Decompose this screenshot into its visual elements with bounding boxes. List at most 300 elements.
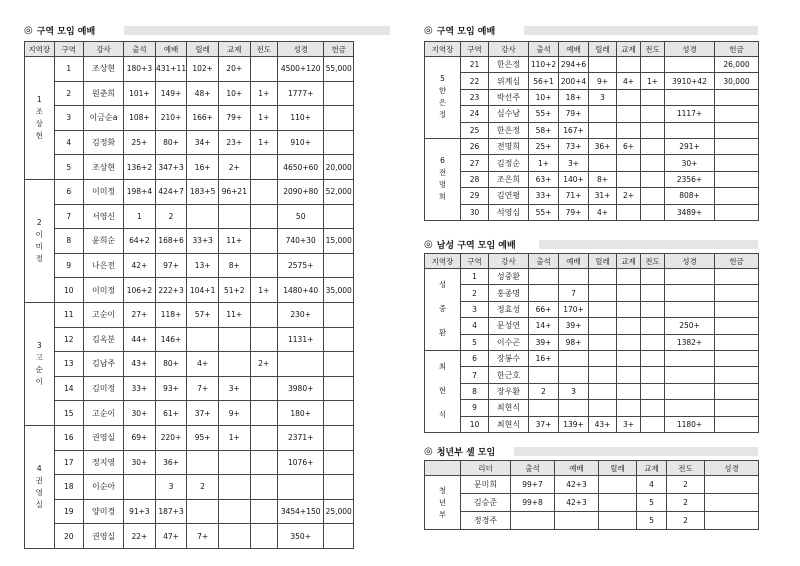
table-cell: 52,000: [324, 179, 354, 204]
column-header: 성경: [665, 254, 715, 269]
table-cell: [324, 253, 354, 278]
table-cell: 25+: [124, 130, 156, 155]
right-district-table: [424, 41, 759, 221]
table-cell: [250, 499, 277, 524]
table-cell: 25+: [529, 138, 559, 154]
table-cell: 39+: [559, 318, 589, 334]
table-cell: 23+: [218, 130, 250, 155]
table-cell: 1+: [250, 130, 277, 155]
table-cell: 36+: [589, 138, 617, 154]
table-cell: 36+: [155, 450, 187, 475]
table-cell: 18: [54, 475, 84, 500]
leader-name-cell: 석영심: [489, 204, 529, 220]
column-header: 출석: [124, 42, 156, 57]
table-cell: 31+: [589, 188, 617, 204]
table-cell: [715, 383, 759, 399]
leader-name-cell: 조상현: [84, 57, 124, 82]
table-cell: [617, 57, 641, 73]
table-cell: 6: [461, 350, 489, 366]
table-row: [425, 476, 759, 494]
table-cell: [250, 475, 277, 500]
table-row: [25, 425, 354, 450]
table-cell: [641, 269, 665, 285]
table-cell: 198+4: [124, 179, 156, 204]
table-cell: [187, 327, 219, 352]
table-row: [25, 57, 354, 82]
table-cell: 4+: [589, 204, 617, 220]
table-cell: 28: [461, 171, 489, 187]
column-header: 예배: [555, 461, 599, 476]
table-cell: [324, 425, 354, 450]
table-row: [25, 302, 354, 327]
table-cell: [641, 383, 665, 399]
table-cell: [559, 350, 589, 366]
table-cell: [529, 367, 559, 383]
table-cell: [589, 383, 617, 399]
table-cell: 99+7: [511, 476, 555, 494]
table-cell: [665, 122, 715, 138]
column-header: 성경: [665, 42, 715, 57]
table-cell: 1076+: [278, 450, 324, 475]
table-cell: 3454+150: [278, 499, 324, 524]
table-cell: [218, 524, 250, 549]
table-cell: 35,000: [324, 278, 354, 303]
table-cell: [559, 269, 589, 285]
table-cell: 7: [461, 367, 489, 383]
table-row: [25, 130, 354, 155]
table-cell: 3: [155, 475, 187, 500]
table-cell: 230+: [278, 302, 324, 327]
table-row: [425, 416, 759, 432]
table-cell: 106+2: [124, 278, 156, 303]
table-cell: [589, 269, 617, 285]
table-cell: [641, 188, 665, 204]
table-cell: 14: [54, 376, 84, 401]
table-cell: 9+: [218, 401, 250, 426]
table-cell: [324, 130, 354, 155]
table-cell: 43+: [124, 352, 156, 377]
table-cell: [324, 302, 354, 327]
table-cell: [641, 334, 665, 350]
table-cell: 61+: [155, 401, 187, 426]
table-cell: 47+: [155, 524, 187, 549]
table-cell: 1+: [529, 155, 559, 171]
table-cell: 146+: [155, 327, 187, 352]
table-cell: 2: [667, 476, 705, 494]
table-cell: 5: [637, 494, 667, 512]
table-row: [425, 400, 759, 416]
table-cell: [250, 401, 277, 426]
table-cell: 424+7: [155, 179, 187, 204]
table-cell: [218, 475, 250, 500]
table-row: [425, 367, 759, 383]
table-cell: [589, 318, 617, 334]
table-cell: 4+: [617, 73, 641, 89]
table-cell: 1+: [250, 278, 277, 303]
table-cell: 66+: [529, 301, 559, 317]
column-header: [425, 461, 461, 476]
table-cell: 10+: [218, 81, 250, 106]
table-cell: 79+: [559, 204, 589, 220]
table-cell: 2: [667, 512, 705, 530]
table-cell: 10: [54, 278, 84, 303]
region-leader-cell: 최 현 식: [425, 350, 461, 432]
table-cell: [324, 106, 354, 131]
table-cell: 55+: [529, 106, 559, 122]
table-cell: 26: [461, 138, 489, 154]
table-cell: 1: [54, 57, 84, 82]
table-cell: [641, 416, 665, 432]
column-header: 구역: [461, 42, 489, 57]
column-header: 출석: [529, 254, 559, 269]
table-cell: 7: [559, 285, 589, 301]
table-cell: 3: [54, 106, 84, 131]
table-cell: [250, 524, 277, 549]
leader-name-cell: 전명희: [489, 138, 529, 154]
table-cell: 12: [54, 327, 84, 352]
leader-name-cell: 이미정: [84, 179, 124, 204]
header-row: [25, 42, 354, 57]
table-cell: 2: [54, 81, 84, 106]
leader-name-cell: 최현식: [489, 400, 529, 416]
table-cell: [324, 524, 354, 549]
right-top-section-title: ◎ 구역 모임 예배: [424, 22, 758, 38]
table-cell: 808+: [665, 188, 715, 204]
table-cell: [324, 376, 354, 401]
table-cell: [589, 57, 617, 73]
table-cell: 210+: [155, 106, 187, 131]
table-cell: 16+: [187, 155, 219, 180]
table-cell: 110+: [278, 106, 324, 131]
table-cell: 4500+120: [278, 57, 324, 82]
leader-name-cell: 최현식: [489, 416, 529, 432]
table-cell: 200+4: [559, 73, 589, 89]
table-cell: 118+: [155, 302, 187, 327]
table-cell: [324, 204, 354, 229]
table-cell: [715, 350, 759, 366]
table-cell: 42+3: [555, 476, 599, 494]
table-cell: [641, 57, 665, 73]
table-cell: 80+: [155, 352, 187, 377]
table-cell: 183+5: [187, 179, 219, 204]
table-cell: 55,000: [324, 57, 354, 82]
table-cell: [187, 499, 219, 524]
column-header: 성경: [705, 461, 759, 476]
table-cell: [665, 367, 715, 383]
leader-name-cell: 김남주: [84, 352, 124, 377]
table-cell: [641, 367, 665, 383]
table-cell: [617, 350, 641, 366]
table-row: [425, 73, 759, 89]
table-cell: [715, 285, 759, 301]
leader-name-cell: 윤희순: [84, 229, 124, 254]
table-cell: 250+: [665, 318, 715, 334]
table-cell: 1+: [250, 81, 277, 106]
table-cell: [617, 400, 641, 416]
table-cell: 910+: [278, 130, 324, 155]
table-cell: [665, 89, 715, 105]
table-row: [425, 204, 759, 220]
leader-name-cell: 이금순a: [84, 106, 124, 131]
table-cell: [589, 400, 617, 416]
table-cell: 2575+: [278, 253, 324, 278]
table-cell: 16+: [529, 350, 559, 366]
leader-name-cell: 권영실: [84, 425, 124, 450]
table-cell: 1: [124, 204, 156, 229]
column-header: 교제: [617, 254, 641, 269]
column-header: 예배: [559, 254, 589, 269]
table-cell: 33+: [529, 188, 559, 204]
table-cell: 2: [187, 475, 219, 500]
table-row: [25, 253, 354, 278]
table-cell: [250, 253, 277, 278]
circle-bullet-icon: ◎: [24, 24, 33, 36]
table-cell: 187+3: [155, 499, 187, 524]
table-cell: [250, 179, 277, 204]
table-cell: 10: [461, 416, 489, 432]
table-cell: 11+: [218, 302, 250, 327]
table-cell: [218, 450, 250, 475]
table-row: [425, 155, 759, 171]
table-cell: [641, 106, 665, 122]
table-row: [25, 475, 354, 500]
table-cell: [715, 318, 759, 334]
title-bar: [524, 26, 758, 35]
table-cell: [617, 318, 641, 334]
column-header: 리더: [461, 461, 511, 476]
table-cell: 69+: [124, 425, 156, 450]
table-cell: [599, 476, 637, 494]
table-cell: 33+: [124, 376, 156, 401]
table-cell: 291+: [665, 138, 715, 154]
column-header: 구역: [54, 42, 84, 57]
table-cell: [324, 450, 354, 475]
table-cell: 10+: [529, 89, 559, 105]
table-cell: 42+: [124, 253, 156, 278]
table-cell: [589, 301, 617, 317]
table-cell: [715, 155, 759, 171]
table-cell: [250, 57, 277, 82]
table-row: [425, 383, 759, 399]
column-header: 교제: [218, 42, 250, 57]
leader-name-cell: 김정화: [84, 130, 124, 155]
column-header: 헌금: [715, 254, 759, 269]
table-cell: [218, 204, 250, 229]
table-cell: [715, 188, 759, 204]
table-cell: 5: [54, 155, 84, 180]
table-cell: [250, 327, 277, 352]
column-header: 예배: [559, 42, 589, 57]
table-cell: 2356+: [665, 171, 715, 187]
table-cell: 1382+: [665, 334, 715, 350]
table-cell: 37+: [187, 401, 219, 426]
table-cell: 64+2: [124, 229, 156, 254]
table-cell: 22: [461, 73, 489, 89]
table-cell: 93+: [155, 376, 187, 401]
table-cell: 29: [461, 188, 489, 204]
table-cell: [218, 499, 250, 524]
table-cell: [617, 89, 641, 105]
left-section-title: ◎ 구역 모임 예배: [24, 22, 390, 38]
table-cell: [324, 352, 354, 377]
column-header: 전도: [641, 42, 665, 57]
circle-bullet-icon: ◎: [424, 238, 433, 250]
table-cell: [250, 425, 277, 450]
table-row: [425, 512, 759, 530]
table-cell: 57+: [187, 302, 219, 327]
table-cell: 26,000: [715, 57, 759, 73]
leader-name-cell: 김연평: [489, 188, 529, 204]
table-cell: [324, 327, 354, 352]
column-header: 지역장: [425, 254, 461, 269]
table-cell: [715, 367, 759, 383]
table-row: [425, 269, 759, 285]
column-header: 예배: [155, 42, 187, 57]
table-cell: 30: [461, 204, 489, 220]
table-cell: [617, 367, 641, 383]
table-cell: 168+6: [155, 229, 187, 254]
table-row: [425, 188, 759, 204]
table-cell: 11+: [218, 229, 250, 254]
table-cell: [218, 327, 250, 352]
table-cell: 96+21: [218, 179, 250, 204]
table-cell: 22+: [124, 524, 156, 549]
table-cell: [641, 155, 665, 171]
column-header: 릴레: [187, 42, 219, 57]
column-header: 출석: [511, 461, 555, 476]
table-cell: 7+: [187, 376, 219, 401]
table-cell: 50: [278, 204, 324, 229]
table-cell: 23: [461, 89, 489, 105]
table-cell: [665, 400, 715, 416]
title-bar: [124, 26, 390, 35]
table-row: [425, 334, 759, 350]
table-cell: [511, 512, 555, 530]
table-cell: [617, 301, 641, 317]
table-cell: [278, 352, 324, 377]
table-cell: 3: [559, 383, 589, 399]
table-cell: 4: [54, 130, 84, 155]
table-cell: 14+: [529, 318, 559, 334]
leader-name-cell: 박선주: [489, 89, 529, 105]
table-row: [425, 318, 759, 334]
table-cell: [641, 285, 665, 301]
column-header: 헌금: [324, 42, 354, 57]
region-leader-cell: 청 년 부: [425, 476, 461, 530]
table-cell: 16: [54, 425, 84, 450]
table-row: [25, 155, 354, 180]
table-cell: [250, 302, 277, 327]
table-cell: [187, 204, 219, 229]
table-row: [425, 350, 759, 366]
table-cell: 55+: [529, 204, 559, 220]
table-cell: 2: [529, 383, 559, 399]
table-row: [425, 57, 759, 73]
table-cell: 97+: [155, 253, 187, 278]
table-cell: 2+: [250, 352, 277, 377]
table-cell: [324, 475, 354, 500]
table-cell: [589, 106, 617, 122]
leader-name-cell: 한은정: [489, 122, 529, 138]
table-cell: 20: [54, 524, 84, 549]
table-cell: 11: [54, 302, 84, 327]
leader-name-cell: 김옥분: [84, 327, 124, 352]
table-row: [25, 229, 354, 254]
table-cell: [715, 416, 759, 432]
column-header: 강사: [489, 254, 529, 269]
leader-name-cell: 위계심: [489, 73, 529, 89]
table-cell: [715, 334, 759, 350]
table-cell: 18+: [559, 89, 589, 105]
leader-name-cell: 정효성: [489, 301, 529, 317]
leader-name-cell: 고순이: [84, 401, 124, 426]
table-cell: 3: [589, 89, 617, 105]
table-cell: [589, 367, 617, 383]
table-cell: 4650+60: [278, 155, 324, 180]
table-cell: 8: [461, 383, 489, 399]
table-cell: 79+: [559, 106, 589, 122]
table-cell: 98+: [559, 334, 589, 350]
table-row: [425, 494, 759, 512]
table-cell: 71+: [559, 188, 589, 204]
table-cell: 2090+80: [278, 179, 324, 204]
table-row: [425, 106, 759, 122]
table-cell: 34+: [187, 130, 219, 155]
table-cell: [559, 367, 589, 383]
table-cell: [324, 81, 354, 106]
table-cell: [617, 155, 641, 171]
table-cell: 24: [461, 106, 489, 122]
table-cell: [641, 204, 665, 220]
table-row: [25, 376, 354, 401]
leader-name-cell: 정경주: [461, 512, 511, 530]
column-header: 강사: [489, 42, 529, 57]
table-cell: 4+: [187, 352, 219, 377]
leader-name-cell: 이순아: [84, 475, 124, 500]
region-leader-cell: 2 이 미 정: [25, 179, 55, 302]
column-header: 릴레: [589, 42, 617, 57]
table-cell: 5: [637, 512, 667, 530]
right-mid-section-title: ◎ 남성 구역 모임 예배: [424, 236, 758, 252]
table-cell: [250, 450, 277, 475]
column-header: 교제: [637, 461, 667, 476]
leader-name-cell: 김정순: [489, 155, 529, 171]
table-row: [25, 81, 354, 106]
title-bar: [514, 447, 758, 456]
table-cell: 167+: [559, 122, 589, 138]
men-district-table: [424, 253, 759, 433]
table-cell: 30+: [124, 401, 156, 426]
table-cell: [250, 204, 277, 229]
table-row: [25, 450, 354, 475]
leader-name-cell: 성중환: [489, 269, 529, 285]
table-cell: 1: [461, 269, 489, 285]
table-row: [25, 327, 354, 352]
table-cell: 1480+40: [278, 278, 324, 303]
youth-cell-table: [424, 460, 759, 530]
table-cell: 1131+: [278, 327, 324, 352]
table-cell: [715, 89, 759, 105]
table-cell: 1777+: [278, 81, 324, 106]
table-cell: 101+: [124, 81, 156, 106]
table-cell: 8+: [589, 171, 617, 187]
table-cell: 110+2: [529, 57, 559, 73]
column-header: 지역장: [25, 42, 55, 57]
circle-bullet-icon: ◎: [424, 24, 433, 36]
table-cell: [617, 334, 641, 350]
table-row: [425, 122, 759, 138]
leader-name-cell: 원춘희: [84, 81, 124, 106]
